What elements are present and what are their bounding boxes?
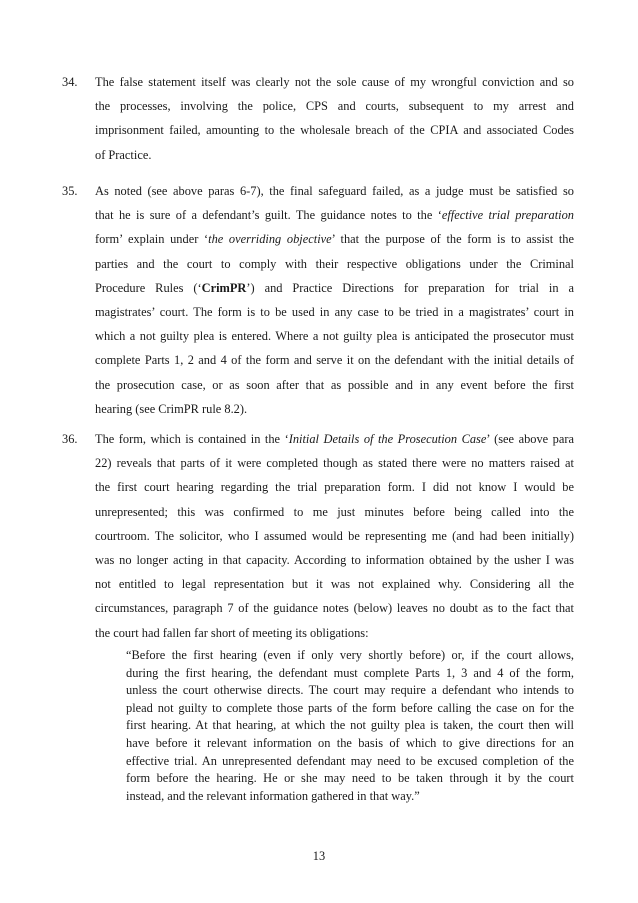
text-segment: Procedure Rules (‘ [95, 280, 202, 295]
paragraph-number: 35. [62, 184, 78, 198]
italic-text: Initial Details of the Prosecution Case [288, 432, 487, 446]
italic-text: the overriding objective [208, 232, 332, 247]
paragraph-34 [62, 70, 574, 167]
text-segment: form’ explain under ‘ [95, 232, 209, 247]
text-line: magistrates’ court. The form is to be used in any case to be tried in a magistrates’ court in [95, 305, 574, 320]
text-line: the court had fallen far short of meeting its obligations: [95, 625, 369, 640]
text-line: imprisonment failed, amounting to the wholesale breach of the CPIA and associated Codes [95, 123, 574, 138]
italic-text: effective trial preparation [441, 208, 574, 223]
text-line [95, 276, 574, 300]
quote-line: instead, and the relevant information gathered in that way.” [126, 788, 420, 803]
text-line: 22) reveals that parts of it were completed though as stated there were no matters raised at [95, 456, 574, 471]
paragraph-number: 36. [62, 432, 78, 446]
paragraph-body [95, 179, 574, 421]
block-quote [126, 647, 574, 805]
paragraph-body [95, 70, 574, 167]
quote-line: have before it relevant information on the basis of which to give directions for an [126, 735, 574, 750]
text-line: circumstances, paragraph 7 of the guidance notes (below) leaves no doubt as to the fact that [95, 601, 574, 616]
paragraph-36 [62, 427, 574, 645]
quote-line: during the first hearing, the defendant must complete Parts 1, 3 and 4 of the form, [126, 665, 574, 680]
text-line: hearing (see CrimPR rule 8.2). [95, 401, 248, 416]
text-line: the prosecution case, or as soon after that as possible and in any event before the first [95, 377, 574, 392]
quote-line: unless the court otherwise directs. The court may require a defendant who intends to [126, 683, 574, 698]
page-number: 13 [312, 849, 326, 863]
text-line: courtroom. The solicitor, who I assumed would be representing me (and had been initially) [95, 528, 574, 543]
text-line: As noted (see above paras 6-7), the final safeguard failed, as a judge must be satisfied so [95, 184, 574, 198]
quote-line: “Before the first hearing (even if only very shortly before) or, if the court allows, [126, 648, 574, 662]
text-segment: that he is sure of a defendant’s guilt. The guidance notes to the ‘ [95, 208, 442, 223]
text-line: was no longer acting in that capacity. According to information obtained by the usher I was [95, 553, 574, 568]
text-segment: ’) and Practice Directions for preparation for trial in a [246, 280, 574, 295]
paragraph-35 [62, 179, 574, 421]
text-line [95, 427, 574, 451]
quote-line: form before the hearing. He or she may need to be taken through it by the court [126, 771, 574, 786]
text-segment: ’ (see above para [486, 432, 574, 446]
text-line: not entitled to legal representation but it was not explained why. Considering all the [95, 577, 574, 592]
text-line: The false statement itself was clearly not the sole cause of my wrongful conviction and so [95, 75, 574, 89]
quote-line: plead not guilty to complete those parts of the form before calling the case on for the [126, 700, 574, 715]
text-line: unrepresented; this was confirmed to me just minutes before being called into the [95, 504, 574, 519]
text-line [95, 203, 574, 227]
paragraph-body [95, 427, 574, 645]
text-line: complete Parts 1, 2 and 4 of the form and serve it on the defendant with the initial details of [95, 353, 574, 368]
bold-text: CrimPR [201, 280, 247, 295]
text-line: of Practice. [95, 147, 152, 162]
text-line: the first court hearing regarding the trial preparation form. I did not know I would be [95, 480, 574, 495]
text-line [95, 227, 574, 251]
text-segment: The form, which is contained in the ‘ [95, 432, 289, 446]
text-line: which a not guilty plea is entered. Where a not guilty plea is anticipated the prosecutor must [95, 329, 574, 344]
quote-line: first hearing. At that hearing, at which the not guilty plea is taken, the court then will [126, 718, 574, 733]
text-line: the processes, involving the police, CPS and courts, subsequent to my arrest and [95, 99, 574, 114]
quote-line: effective trial. An unrepresented defendant may need to be excused completion of the [126, 753, 574, 768]
text-segment: ’ that the purpose of the form is to assist the [331, 232, 574, 247]
text-line: parties and the court to comply with their respective obligations under the Criminal [95, 256, 574, 271]
paragraph-number: 34. [62, 75, 78, 89]
